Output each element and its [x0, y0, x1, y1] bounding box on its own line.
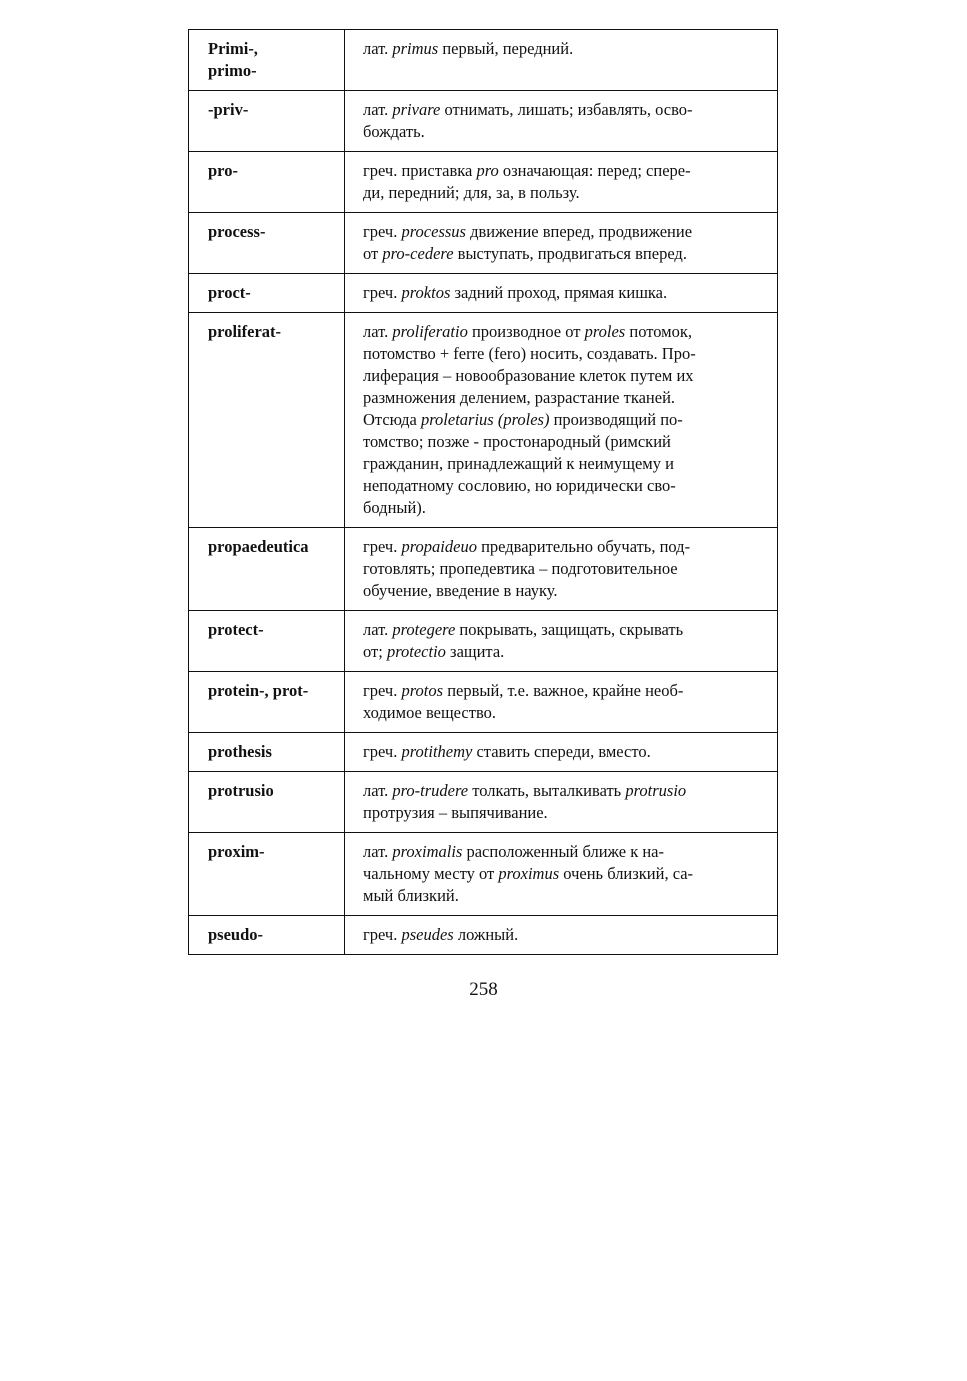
definition-text: расположенный ближе к на-: [462, 842, 664, 861]
definition-text: размножения делением, разрастание тканей.: [363, 388, 676, 407]
term-text: Primi-,: [208, 39, 258, 58]
definition-text: покрывать, защищать, скрывать: [455, 620, 684, 639]
table-row: [189, 772, 778, 833]
definition-italic-text: protithemy: [401, 742, 473, 761]
definition-text: бождать.: [363, 122, 425, 141]
definition-italic-text: propaideuo: [401, 537, 477, 556]
table-row: [189, 833, 778, 916]
term-cell: [189, 91, 345, 152]
term-cell: [189, 313, 345, 528]
definition-italic-text: proliferatio: [392, 322, 468, 341]
table-row: [189, 30, 778, 91]
definition-text: толкать, выталкивать: [468, 781, 626, 800]
term-text: pseudo-: [208, 925, 264, 944]
definition-italic-text: protegere: [392, 620, 456, 639]
definition-text: защита.: [445, 642, 505, 661]
term-cell: [189, 733, 345, 772]
definition-text: Отсюда: [363, 410, 421, 429]
definition-text: мый близкий.: [363, 886, 459, 905]
definition-text: выступать, продвигаться вперед.: [453, 244, 687, 263]
definition-italic-text: protos: [401, 681, 444, 700]
term-text: protect-: [208, 620, 264, 639]
term-cell: [189, 528, 345, 611]
definition-italic-text: primus: [392, 39, 439, 58]
table-row: [189, 313, 778, 528]
definition-italic-text: pseudes: [401, 925, 454, 944]
table-row: [189, 528, 778, 611]
glossary-body: [189, 30, 778, 955]
table-row: [189, 152, 778, 213]
definition-text: греч.: [363, 537, 402, 556]
definition-text: обучение, введение в науку.: [363, 581, 558, 600]
table-row: [189, 274, 778, 313]
definition-text: томство; позже - простонародный (римский: [363, 432, 671, 451]
table-row: [189, 611, 778, 672]
term-text: prothesis: [208, 742, 272, 761]
term-cell: [189, 611, 345, 672]
definition-italic-text: proktos: [401, 283, 451, 302]
term-text: protein-, prot-: [208, 681, 309, 700]
definition-text: ходимое вещество.: [363, 703, 497, 722]
term-text: proliferat-: [208, 322, 282, 341]
definition-text: означающая: перед; спере-: [498, 161, 691, 180]
term-text: propaedeutica: [208, 537, 309, 556]
definition-italic-text: pro: [476, 161, 499, 180]
term-cell: [189, 672, 345, 733]
definition-text: лат.: [363, 620, 393, 639]
definition-text: движение вперед, продвижение: [465, 222, 693, 241]
term-cell: [189, 772, 345, 833]
definition-text: первый, передний.: [438, 39, 574, 58]
definition-italic-text: pro-trudere: [392, 781, 469, 800]
definition-text: лат.: [363, 100, 393, 119]
definition-text: греч.: [363, 222, 402, 241]
definition-italic-text: proximalis: [392, 842, 463, 861]
definition-cell: [345, 528, 778, 611]
definition-cell: [345, 672, 778, 733]
definition-cell: [345, 772, 778, 833]
term-cell: [189, 213, 345, 274]
definition-text: потомство + ferre (fero) носить, создавать. Про-: [363, 344, 696, 363]
term-text: proct-: [208, 283, 251, 302]
definition-text: лат.: [363, 39, 393, 58]
term-text: process-: [208, 222, 266, 241]
definition-text: ставить спереди, вместо.: [472, 742, 651, 761]
term-text: pro-: [208, 161, 238, 180]
definition-italic-text: proletarius (proles): [420, 410, 550, 429]
definition-text: отнимать, лишать; избавлять, осво-: [440, 100, 693, 119]
table-row: [189, 916, 778, 955]
definition-italic-text: proles: [584, 322, 626, 341]
table-row: [189, 91, 778, 152]
page-number: 258: [469, 979, 498, 1000]
definition-text: готовлять; пропедевтика – подготовительное: [363, 559, 678, 578]
definition-text: производящий по-: [549, 410, 683, 429]
definition-text: греч.: [363, 925, 402, 944]
term-text: primo-: [208, 61, 257, 80]
definition-text: лиферация – новообразование клеток путем их: [363, 366, 694, 385]
definition-text: ди, передний; для, за, в пользу.: [363, 183, 580, 202]
definition-text: лат.: [363, 842, 393, 861]
term-cell: [189, 152, 345, 213]
term-cell: [189, 274, 345, 313]
definition-text: лат.: [363, 781, 393, 800]
definition-text: лат.: [363, 322, 393, 341]
table-row: [189, 672, 778, 733]
definition-text: первый, т.е. важное, крайне необ-: [443, 681, 684, 700]
definition-text: греч.: [363, 283, 402, 302]
definition-text: греч. приставка: [363, 161, 477, 180]
definition-cell: [345, 30, 778, 91]
definition-cell: [345, 611, 778, 672]
definition-italic-text: privare: [392, 100, 441, 119]
definition-text: от;: [363, 642, 387, 661]
definition-text: задний проход, прямая кишка.: [450, 283, 668, 302]
table-row: [189, 213, 778, 274]
term-text: protrusio: [208, 781, 274, 800]
definition-cell: [345, 274, 778, 313]
definition-cell: [345, 313, 778, 528]
definition-text: неподатному сословию, но юридически сво-: [363, 476, 676, 495]
term-cell: [189, 916, 345, 955]
definition-text: предварительно обучать, под-: [476, 537, 691, 556]
definition-text: чальному месту от: [363, 864, 499, 883]
definition-text: гражданин, принадлежащий к неимущему и: [363, 454, 674, 473]
definition-italic-text: protectio: [386, 642, 446, 661]
definition-text: от: [363, 244, 383, 263]
definition-italic-text: processus: [401, 222, 466, 241]
term-cell: [189, 833, 345, 916]
definition-cell: [345, 152, 778, 213]
definition-italic-text: proximus: [498, 864, 560, 883]
term-text: proxim-: [208, 842, 265, 861]
definition-text: греч.: [363, 681, 402, 700]
definition-cell: [345, 213, 778, 274]
definition-text: очень близкий, са-: [559, 864, 694, 883]
definition-text: бодный).: [363, 498, 426, 517]
definition-cell: [345, 733, 778, 772]
definition-text: производное от: [467, 322, 585, 341]
definition-cell: [345, 916, 778, 955]
definition-text: греч.: [363, 742, 402, 761]
definition-italic-text: pro-cedere: [382, 244, 454, 263]
definition-cell: [345, 833, 778, 916]
definition-text: потомок,: [625, 322, 692, 341]
glossary-table: [188, 29, 778, 955]
definition-italic-text: protrusio: [625, 781, 687, 800]
definition-cell: [345, 91, 778, 152]
term-text: -priv-: [208, 100, 249, 119]
table-row: [189, 733, 778, 772]
definition-text: ложный.: [453, 925, 519, 944]
definition-text: протрузия – выпячивание.: [363, 803, 548, 822]
term-cell: [189, 30, 345, 91]
